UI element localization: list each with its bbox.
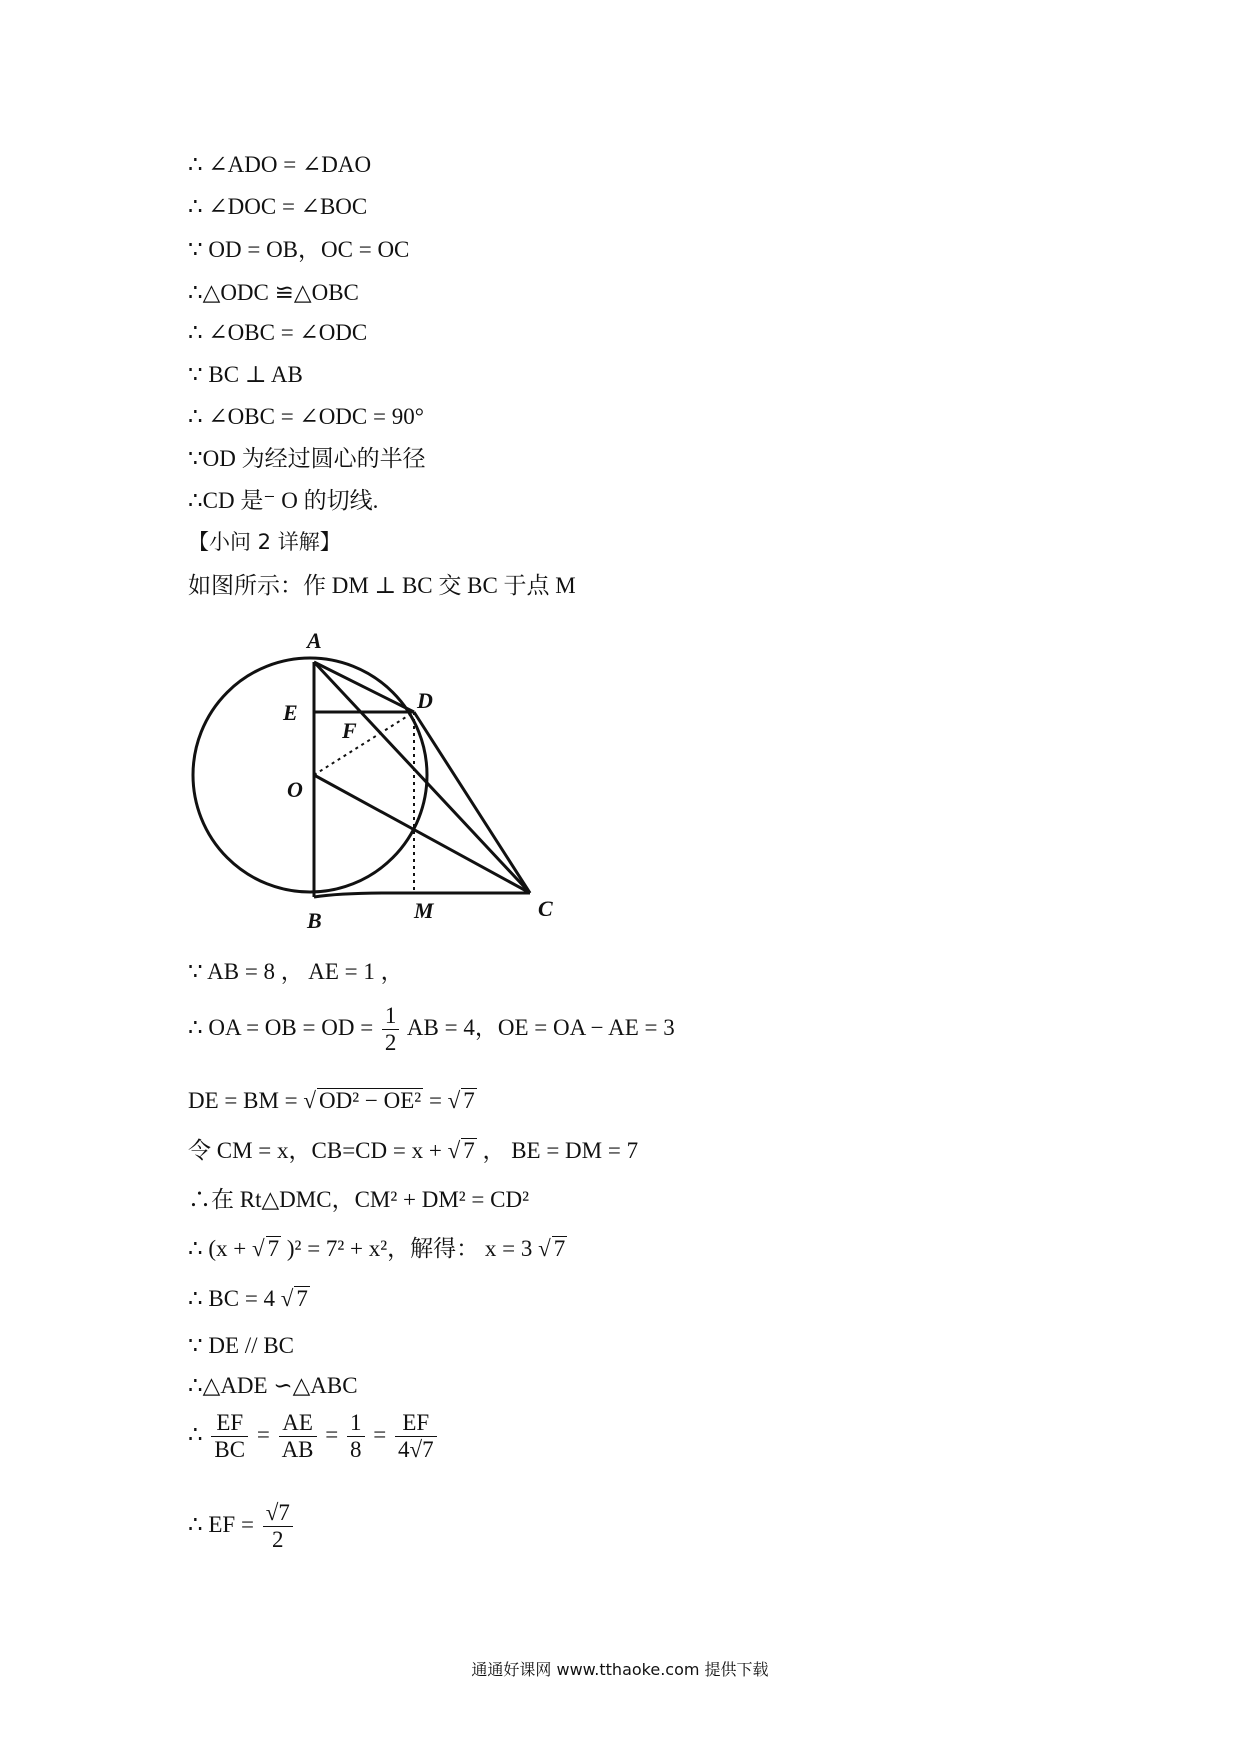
f2-num: AE bbox=[279, 1410, 317, 1437]
f2-den: AB bbox=[281, 1437, 314, 1463]
s10-pre: ∴ bbox=[188, 1422, 203, 1448]
solution-line-4: 令 CM = x，CB=CD = x + √ 7 ， BE = DM = 7 bbox=[188, 1138, 639, 1163]
s3-eq: = bbox=[428, 1088, 442, 1113]
f1-num: EF bbox=[211, 1410, 248, 1437]
s4-radicand: 7 bbox=[463, 1138, 475, 1163]
fraction-ef-4root7 bbox=[395, 1410, 437, 1464]
solution-line-10 bbox=[188, 1410, 440, 1464]
fraction-ef-bc bbox=[211, 1410, 248, 1464]
s2-post: AB = 4，OE = OA − AE = 3 bbox=[406, 1015, 675, 1041]
proof-line-6: ∵ BC ⊥ AB bbox=[188, 362, 303, 387]
fraction-one-half bbox=[382, 1003, 400, 1057]
proof-line-5: ∴ ∠OBC = ∠ODC bbox=[188, 320, 368, 345]
solution-line-6: ∴ (x + √ 7 )² = 7² + x²，解得： x = 3 √ 7 bbox=[188, 1236, 566, 1261]
segment-bc bbox=[314, 893, 530, 897]
solution-line-2 bbox=[188, 1003, 675, 1057]
f3-num: 1 bbox=[347, 1410, 365, 1437]
segment-od-dotted bbox=[314, 712, 414, 775]
s2-den: 2 bbox=[384, 1030, 397, 1056]
solution-line-11 bbox=[188, 1500, 296, 1554]
label-b: B bbox=[307, 908, 322, 933]
s4-pre: 令 CM = x，CB=CD = x + bbox=[188, 1138, 442, 1163]
eq-1: = bbox=[256, 1422, 270, 1448]
s3-radicand: OD² − OE² bbox=[319, 1088, 422, 1113]
solution-line-1: ∵ AB = 8 ， AE = 1 ， bbox=[188, 959, 404, 984]
fraction-one-eighth bbox=[347, 1410, 365, 1464]
part2-heading: 【小问 2 详解】 bbox=[188, 530, 341, 554]
s7-pre: ∴ BC = 4 bbox=[188, 1286, 276, 1311]
s6-radicand: 7 bbox=[267, 1236, 280, 1261]
segment-oc bbox=[314, 775, 530, 893]
s3-radicand-2: 7 bbox=[463, 1088, 475, 1113]
fraction-root7-over-2 bbox=[263, 1500, 293, 1554]
segment-dc bbox=[414, 712, 530, 893]
proof-line-9: ∴CD 是⁻ O 的切线. bbox=[188, 488, 379, 513]
f4-num: EF bbox=[395, 1410, 437, 1437]
geometry-figure bbox=[190, 625, 590, 940]
solution-line-3: DE = BM = √ OD² − OE² = √ 7 bbox=[188, 1088, 475, 1113]
proof-line-7: ∴ ∠OBC = ∠ODC = 90° bbox=[188, 404, 424, 429]
proof-line-3: ∵ OD = OB，OC = OC bbox=[188, 237, 410, 262]
f4-den: 4√7 bbox=[397, 1437, 434, 1463]
s6-radicand-2: 7 bbox=[553, 1236, 566, 1261]
label-f: F bbox=[342, 718, 357, 743]
s6-pre: ∴ (x + bbox=[188, 1236, 247, 1261]
f1-den: BC bbox=[214, 1437, 246, 1463]
fraction-ae-ab bbox=[279, 1410, 317, 1464]
page-footer: 通通好课网 www.tthaoke.com 提供下载 bbox=[471, 1660, 769, 1679]
s11-pre: ∴ EF = bbox=[188, 1512, 254, 1538]
proof-line-1: ∴ ∠ADO = ∠DAO bbox=[188, 152, 372, 177]
eq-2: = bbox=[325, 1422, 339, 1448]
proof-line-2: ∴ ∠DOC = ∠BOC bbox=[188, 194, 368, 219]
label-c: C bbox=[538, 896, 553, 921]
part2-intro: 如图所示：作 DM ⊥ BC 交 BC 于点 M bbox=[188, 573, 576, 598]
label-a: A bbox=[307, 628, 322, 653]
proof-line-8: ∵OD 为经过圆心的半径 bbox=[188, 446, 426, 471]
s6-post: )² = 7² + x²，解得： x = 3 bbox=[286, 1236, 533, 1261]
s7-radicand: 7 bbox=[296, 1286, 308, 1311]
solution-line-8: ∵ DE // BC bbox=[188, 1333, 295, 1358]
segment-ad bbox=[314, 662, 414, 712]
label-m: M bbox=[414, 898, 434, 923]
solution-line-9: ∴△ADE ∽△ABC bbox=[188, 1373, 358, 1398]
s4-post: ， BE = DM = 7 bbox=[482, 1138, 639, 1163]
s11-num: √7 bbox=[263, 1500, 293, 1527]
s11-den: 2 bbox=[272, 1527, 284, 1553]
label-d: D bbox=[417, 688, 433, 713]
s2-pre: ∴ OA = OB = OD = bbox=[188, 1015, 374, 1041]
solution-line-5: ∴在 Rt△DMC，CM² + DM² = CD² bbox=[188, 1187, 530, 1212]
label-o: O bbox=[287, 777, 303, 802]
s3-pre: DE = BM = bbox=[188, 1088, 298, 1113]
solution-line-7: ∴ BC = 4 √ 7 bbox=[188, 1286, 308, 1311]
f3-den: 8 bbox=[350, 1437, 362, 1463]
circle-o bbox=[193, 658, 427, 892]
proof-line-4: ∴△ODC ≌△OBC bbox=[188, 280, 359, 305]
label-e: E bbox=[283, 700, 298, 725]
eq-3: = bbox=[373, 1422, 387, 1448]
s2-num: 1 bbox=[382, 1003, 400, 1030]
